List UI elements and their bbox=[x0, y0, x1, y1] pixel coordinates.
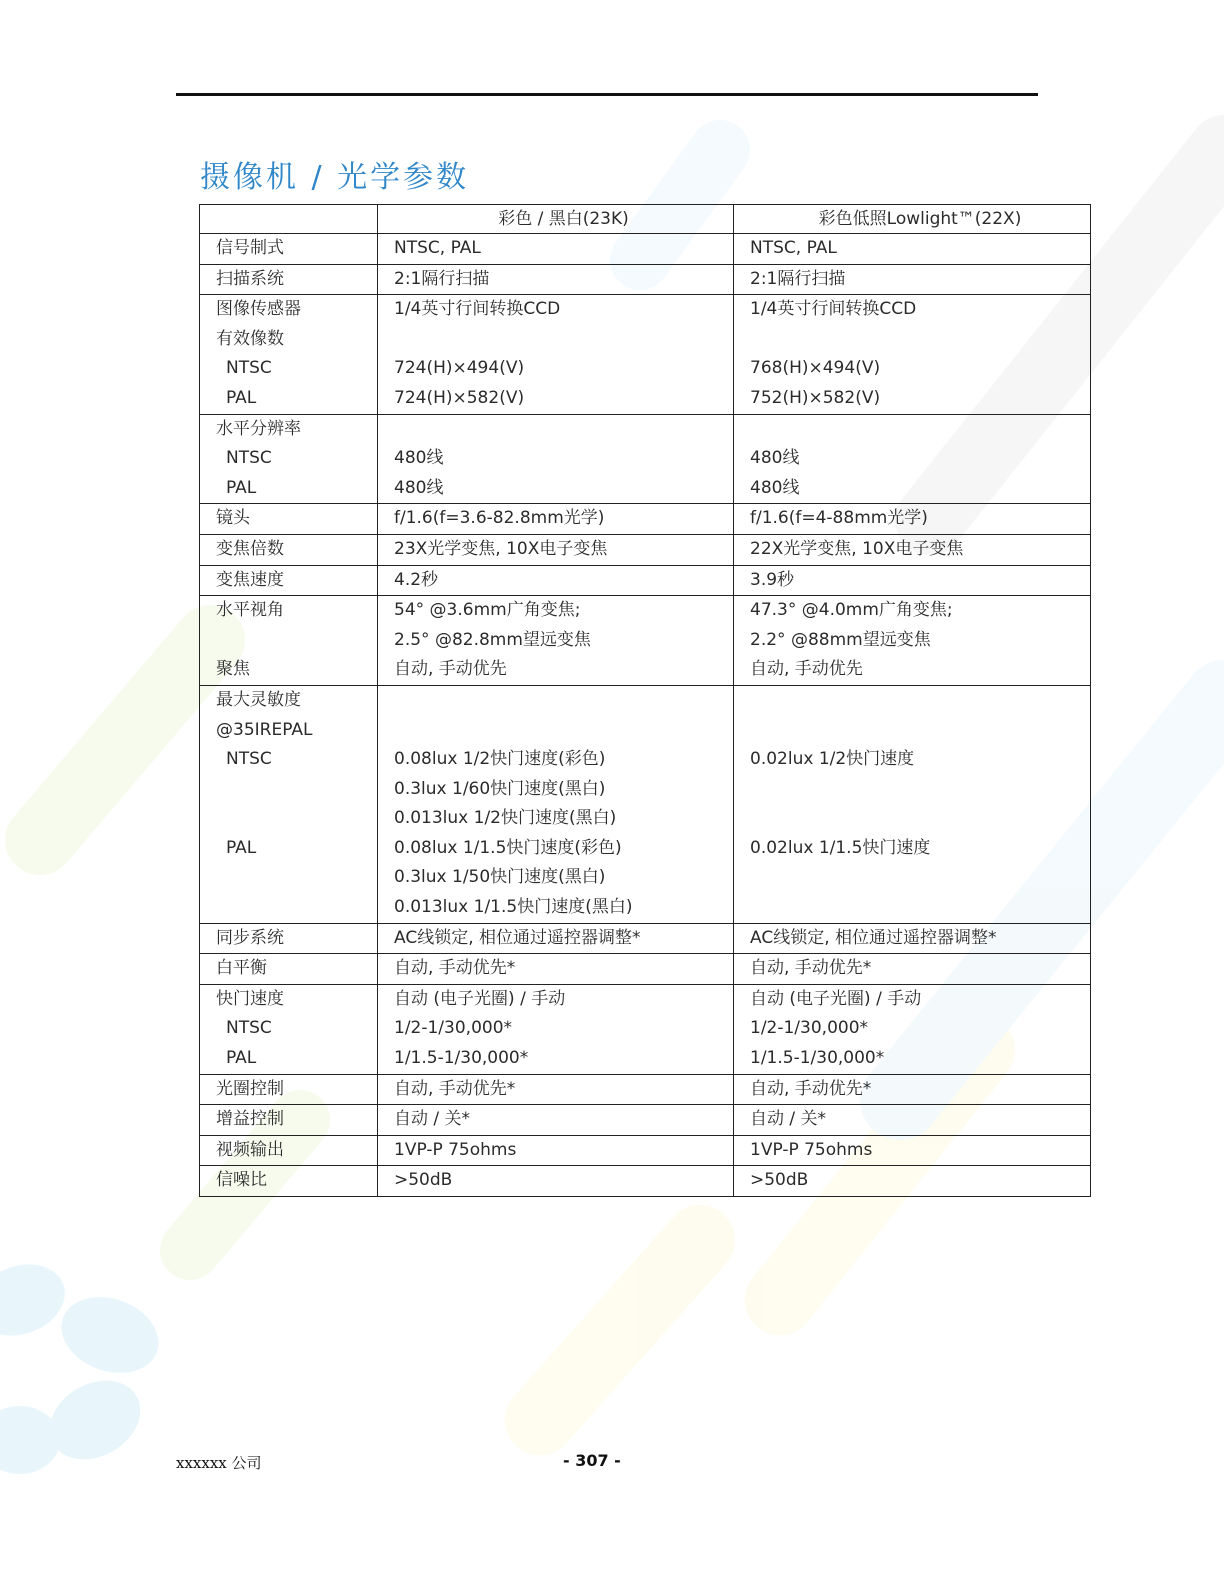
cell-value: 3.9秒 bbox=[750, 569, 795, 590]
row-label-cell bbox=[200, 534, 378, 565]
cell-value: 2:1隔行扫描 bbox=[394, 268, 490, 289]
value-cell bbox=[734, 954, 1091, 985]
row-label-cell bbox=[200, 984, 378, 1074]
cell-value: 自动 (电子光圈) / 手动 bbox=[750, 988, 922, 1009]
cell-value bbox=[750, 863, 1090, 893]
row-label-cell bbox=[200, 1105, 378, 1136]
table-row bbox=[200, 954, 1091, 985]
cell-value: 2.5° @82.8mm望远变焦 bbox=[394, 629, 591, 650]
table-row bbox=[200, 685, 1091, 923]
cell-value: 1VP-P 75ohms bbox=[394, 1139, 517, 1160]
cell-value: 1/2-1/30,000* bbox=[750, 1018, 869, 1039]
table-row bbox=[200, 1166, 1091, 1197]
value-cell bbox=[734, 685, 1091, 923]
row-label: NTSC bbox=[226, 749, 272, 770]
cell-value: 0.3lux 1/50快门速度(黑白) bbox=[394, 867, 606, 888]
row-label-cell bbox=[200, 923, 378, 954]
value-cell bbox=[734, 534, 1091, 565]
cell-value: 0.02lux 1/1.5快门速度 bbox=[750, 837, 931, 858]
value-cell bbox=[734, 264, 1091, 295]
value-cell bbox=[378, 1105, 734, 1136]
value-cell bbox=[378, 504, 734, 535]
value-cell bbox=[734, 414, 1091, 504]
cell-value: 4.2秒 bbox=[394, 569, 439, 590]
value-cell bbox=[734, 295, 1091, 414]
cell-value: 480线 bbox=[750, 448, 800, 469]
cell-value: 480线 bbox=[394, 448, 444, 469]
cell-value: 0.3lux 1/60快门速度(黑白) bbox=[394, 778, 606, 799]
cell-value bbox=[750, 716, 1090, 746]
value-cell bbox=[734, 565, 1091, 596]
cell-value: 自动, 手动优先 bbox=[750, 659, 863, 680]
cell-value: 22X光学变焦, 10X电子变焦 bbox=[750, 538, 964, 559]
row-label-cell bbox=[200, 596, 378, 686]
value-cell bbox=[378, 596, 734, 686]
row-label: PAL bbox=[226, 837, 257, 858]
row-label: NTSC bbox=[226, 1018, 272, 1039]
row-label: 有效像数 bbox=[216, 328, 284, 349]
value-cell bbox=[378, 923, 734, 954]
cell-value: 54° @3.6mm广角变焦; bbox=[394, 600, 581, 621]
row-label: PAL bbox=[226, 1048, 257, 1069]
row-label: 变焦速度 bbox=[216, 569, 284, 590]
value-cell bbox=[378, 1074, 734, 1105]
row-label-cell bbox=[200, 954, 378, 985]
cell-value: 47.3° @4.0mm广角变焦; bbox=[750, 600, 953, 621]
cell-value bbox=[750, 415, 1090, 445]
table-row bbox=[200, 1074, 1091, 1105]
column-header: 彩色 / 黑白(23K) bbox=[378, 205, 734, 234]
cell-value: 自动, 手动优先* bbox=[750, 958, 872, 979]
cell-value: f/1.6(f=4-88mm光学) bbox=[750, 508, 928, 529]
table-row bbox=[200, 1105, 1091, 1136]
cell-value bbox=[750, 804, 1090, 834]
cell-value: 0.013lux 1/2快门速度(黑白) bbox=[394, 808, 617, 829]
cell-value: 0.08lux 1/2快门速度(彩色) bbox=[394, 749, 606, 770]
cell-value: 724(H)×494(V) bbox=[394, 358, 525, 379]
watermark-flower-icon bbox=[0, 1252, 169, 1475]
cell-value: 23X光学变焦, 10X电子变焦 bbox=[394, 538, 608, 559]
cell-value: 0.013lux 1/1.5快门速度(黑白) bbox=[394, 897, 633, 918]
row-label-cell bbox=[200, 1074, 378, 1105]
cell-value bbox=[394, 415, 733, 445]
cell-value bbox=[750, 775, 1090, 805]
table-row bbox=[200, 1135, 1091, 1166]
cell-value: 0.08lux 1/1.5快门速度(彩色) bbox=[394, 837, 622, 858]
spec-table bbox=[199, 204, 1091, 1197]
cell-value: f/1.6(f=3.6-82.8mm光学) bbox=[394, 508, 605, 529]
cell-value: 自动, 手动优先 bbox=[394, 659, 507, 680]
row-label: 最大灵敏度 bbox=[216, 689, 301, 710]
cell-value bbox=[750, 893, 1090, 923]
cell-value: AC线锁定, 相位通过遥控器调整* bbox=[394, 927, 641, 948]
cell-value: 0.02lux 1/2快门速度 bbox=[750, 749, 915, 770]
cell-value bbox=[394, 325, 733, 355]
cell-value: NTSC, PAL bbox=[750, 238, 837, 258]
value-cell bbox=[378, 414, 734, 504]
row-label: 水平视角 bbox=[216, 600, 284, 621]
row-label: 镜头 bbox=[216, 508, 250, 529]
row-label bbox=[216, 893, 377, 923]
cell-value: 1/4英寸行间转换CCD bbox=[394, 299, 561, 320]
value-cell bbox=[734, 1105, 1091, 1136]
cell-value bbox=[750, 325, 1090, 355]
row-label-cell bbox=[200, 414, 378, 504]
cell-value: 自动 / 关* bbox=[394, 1109, 471, 1130]
cell-value: 1/2-1/30,000* bbox=[394, 1018, 513, 1039]
top-rule bbox=[176, 93, 1038, 96]
cell-value: 自动, 手动优先* bbox=[394, 1078, 516, 1099]
row-label: NTSC bbox=[226, 448, 272, 469]
value-cell bbox=[734, 923, 1091, 954]
row-label: 光圈控制 bbox=[216, 1078, 284, 1099]
table-row bbox=[200, 923, 1091, 954]
value-cell bbox=[378, 685, 734, 923]
value-cell bbox=[734, 984, 1091, 1074]
value-cell bbox=[378, 264, 734, 295]
column-header bbox=[200, 205, 378, 234]
cell-value: 2.2° @88mm望远变焦 bbox=[750, 629, 931, 650]
value-cell bbox=[378, 534, 734, 565]
table-row bbox=[200, 414, 1091, 504]
table-row bbox=[200, 264, 1091, 295]
row-label-cell bbox=[200, 295, 378, 414]
row-label: 白平衡 bbox=[216, 958, 267, 979]
row-label: 水平分辨率 bbox=[216, 418, 301, 439]
table-row bbox=[200, 596, 1091, 686]
row-label: 信噪比 bbox=[216, 1170, 267, 1191]
page-title: 摄像机 / 光学参数 bbox=[200, 160, 470, 195]
table-row bbox=[200, 984, 1091, 1074]
row-label-cell bbox=[200, 234, 378, 265]
row-label-cell bbox=[200, 1166, 378, 1197]
cell-value: >50dB bbox=[394, 1170, 453, 1191]
footer-company: xxxxxx 公司 bbox=[176, 1454, 262, 1472]
cell-value: AC线锁定, 相位通过遥控器调整* bbox=[750, 927, 997, 948]
cell-value: >50dB bbox=[750, 1170, 809, 1191]
table-row bbox=[200, 534, 1091, 565]
cell-value: NTSC, PAL bbox=[394, 238, 481, 258]
row-label bbox=[216, 804, 377, 834]
row-label: 视频输出 bbox=[216, 1139, 284, 1160]
cell-value: 自动, 手动优先* bbox=[750, 1078, 872, 1099]
value-cell bbox=[378, 565, 734, 596]
table-row bbox=[200, 234, 1091, 265]
row-label: NTSC bbox=[226, 358, 272, 379]
row-label-cell bbox=[200, 685, 378, 923]
row-label: 图像传感器 bbox=[216, 299, 301, 320]
cell-value bbox=[750, 686, 1090, 716]
row-label-cell bbox=[200, 264, 378, 295]
row-label-cell bbox=[200, 565, 378, 596]
value-cell bbox=[734, 596, 1091, 686]
column-header: 彩色低照Lowlight™(22X) bbox=[734, 205, 1091, 234]
value-cell bbox=[378, 954, 734, 985]
value-cell bbox=[378, 1166, 734, 1197]
row-label-cell bbox=[200, 1135, 378, 1166]
value-cell bbox=[734, 234, 1091, 265]
value-cell bbox=[378, 234, 734, 265]
value-cell bbox=[378, 295, 734, 414]
row-label: 信号制式 bbox=[216, 238, 284, 258]
cell-value bbox=[394, 686, 733, 716]
row-label: 聚焦 bbox=[216, 659, 250, 680]
cell-value: 自动 (电子光圈) / 手动 bbox=[394, 988, 566, 1009]
cell-value: 768(H)×494(V) bbox=[750, 358, 881, 379]
row-label: 快门速度 bbox=[216, 988, 284, 1009]
cell-value: 自动, 手动优先* bbox=[394, 958, 516, 979]
value-cell bbox=[734, 504, 1091, 535]
row-label: PAL bbox=[226, 477, 257, 498]
value-cell bbox=[378, 1135, 734, 1166]
cell-value: 1/4英寸行间转换CCD bbox=[750, 299, 917, 320]
value-cell bbox=[734, 1166, 1091, 1197]
cell-value: 1/1.5-1/30,000* bbox=[394, 1048, 529, 1069]
cell-value: 1/1.5-1/30,000* bbox=[750, 1048, 885, 1069]
footer-page-number: - 307 - bbox=[563, 1451, 621, 1470]
cell-value: 1VP-P 75ohms bbox=[750, 1139, 873, 1160]
table-header-row bbox=[200, 205, 1091, 234]
value-cell bbox=[734, 1074, 1091, 1105]
cell-value: 752(H)×582(V) bbox=[750, 387, 881, 408]
cell-value bbox=[394, 716, 733, 746]
table-row bbox=[200, 565, 1091, 596]
row-label: 扫描系统 bbox=[216, 268, 284, 289]
table-row bbox=[200, 295, 1091, 414]
row-label bbox=[216, 863, 377, 893]
cell-value: 480线 bbox=[750, 477, 800, 498]
row-label: 同步系统 bbox=[216, 927, 284, 948]
row-label: 变焦倍数 bbox=[216, 538, 284, 559]
cell-value: 724(H)×582(V) bbox=[394, 387, 525, 408]
cell-value: 480线 bbox=[394, 477, 444, 498]
row-label-cell bbox=[200, 504, 378, 535]
row-label bbox=[216, 626, 377, 656]
cell-value: 2:1隔行扫描 bbox=[750, 268, 846, 289]
value-cell bbox=[734, 1135, 1091, 1166]
row-label: @35IREPAL bbox=[216, 719, 313, 740]
cell-value: 自动 / 关* bbox=[750, 1109, 827, 1130]
value-cell bbox=[378, 984, 734, 1074]
row-label: 增益控制 bbox=[216, 1109, 284, 1130]
row-label bbox=[216, 775, 377, 805]
row-label: PAL bbox=[226, 387, 257, 408]
table-row bbox=[200, 504, 1091, 535]
